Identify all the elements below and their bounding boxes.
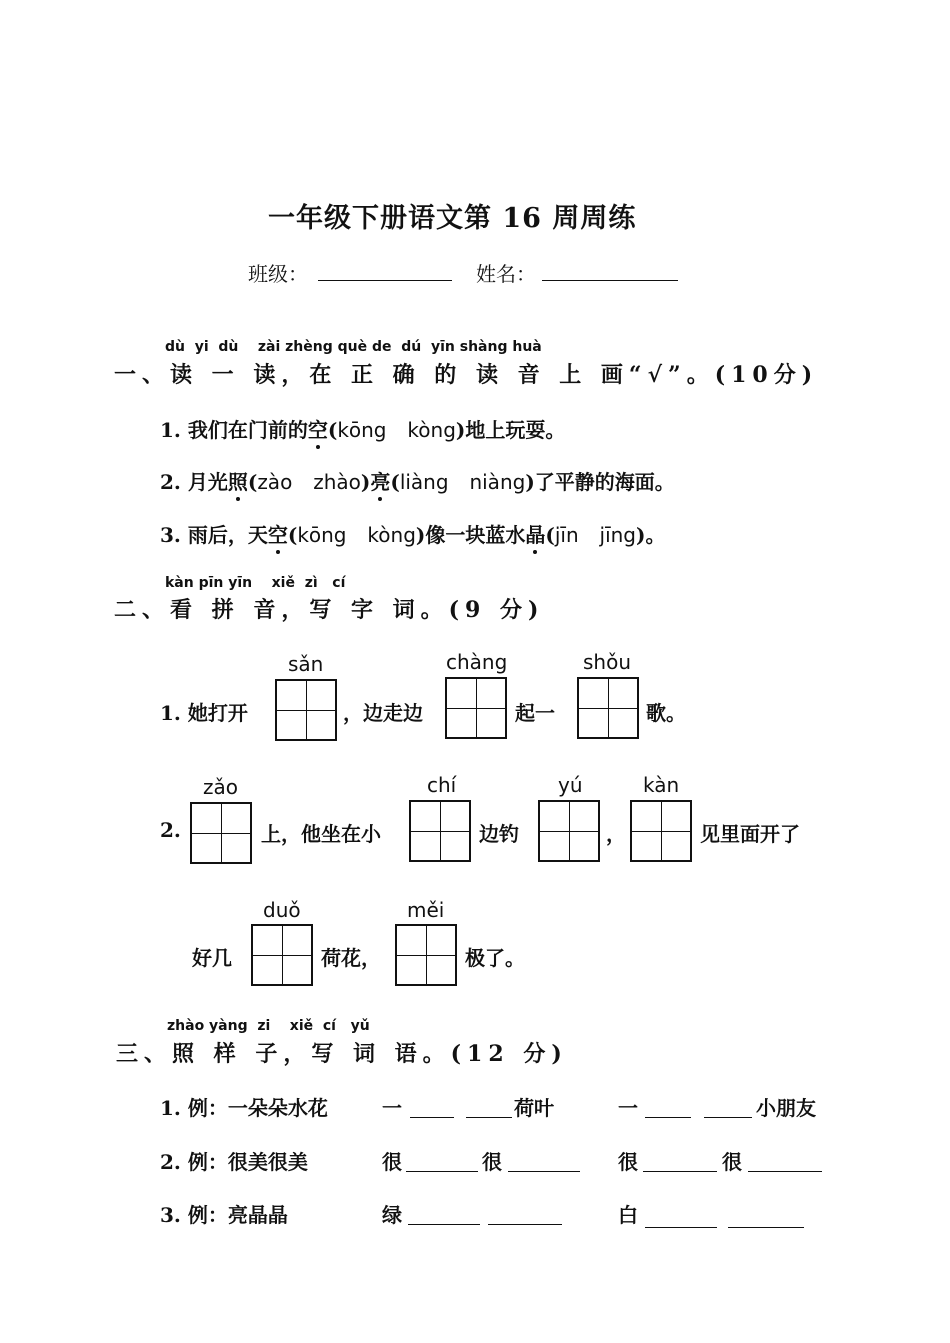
r2-text-1: 上，他坐在小 xyxy=(261,822,381,846)
r1-writing-box-1[interactable] xyxy=(275,679,337,741)
q2-text-pre: 2. 月光 xyxy=(160,470,228,494)
r2-pinyin-2: chí xyxy=(427,773,457,797)
s3-example-2: 2. 例：很美很美 xyxy=(160,1150,308,1174)
q2-option-4[interactable]: niàng xyxy=(469,470,526,494)
q2-target-char-1: 照 xyxy=(228,466,248,495)
q1-target-char: 空 xyxy=(308,414,328,443)
r1-text-2: 起一 xyxy=(515,701,555,725)
s3-q2-blank-3[interactable] xyxy=(643,1171,717,1172)
r3-pinyin-1: duǒ xyxy=(263,898,301,922)
s3-example-1: 1. 例：一朵朵水花 xyxy=(160,1096,328,1120)
r1-pinyin-1: sǎn xyxy=(288,652,324,676)
s3-example-3: 3. 例：亮晶晶 xyxy=(160,1203,288,1227)
q1-option-1[interactable]: kōng xyxy=(337,418,387,442)
s3-q1-blank-3[interactable] xyxy=(645,1117,691,1118)
class-field[interactable] xyxy=(318,280,452,281)
section3-heading: 三、照 样 子，写 词 语。(12 分) xyxy=(116,1041,568,1067)
s3-q2-blank-1[interactable] xyxy=(406,1171,478,1172)
s1-question-3: 3. 雨后，天空(kōng kòng)像一块蓝水晶(jīn jīng)。 xyxy=(160,519,665,548)
q3-target-char-2: 晶 xyxy=(525,519,545,548)
q3-text-pre: 3. 雨后，天 xyxy=(160,523,268,547)
s3-q1-b-post: 小朋友 xyxy=(756,1096,816,1120)
s3-q2-a2: 很 xyxy=(482,1150,502,1174)
q2-option-3[interactable]: liàng xyxy=(399,470,449,494)
section2-heading: 二、看 拼 音，写 字 词。(9 分) xyxy=(114,597,545,623)
q2-text-post: 了平静的海面。 xyxy=(534,470,675,494)
r1-writing-box-3[interactable] xyxy=(577,677,639,739)
r3-text-0: 好几 xyxy=(192,946,232,970)
r2-number: 2. xyxy=(160,818,181,842)
r3-text-1: 荷花， xyxy=(321,946,381,970)
r2-writing-box-3[interactable] xyxy=(538,800,600,862)
name-label: 姓名： xyxy=(476,262,536,286)
class-label: 班级： xyxy=(248,262,308,286)
q2-target-char-2: 亮 xyxy=(370,466,390,495)
q2-option-1[interactable]: zào xyxy=(257,470,293,494)
s3-q3-b: 白 xyxy=(618,1203,638,1227)
r3-text-2: 极了。 xyxy=(465,946,525,970)
r1-pinyin-2: chàng xyxy=(446,650,508,674)
s3-q1-blank-1[interactable] xyxy=(410,1117,454,1118)
r2-text-2: 边钓 xyxy=(479,822,519,846)
r2-text-3: ， xyxy=(606,822,626,846)
s1-question-2: 2. 月光照(zào zhào)亮(liàng niàng)了平静的海面。 xyxy=(160,466,675,495)
section1-heading: 一、读 一 读，在 正 确 的 读 音 上 画“√”。(10分) xyxy=(114,362,819,388)
s3-q3-blank-2[interactable] xyxy=(488,1224,562,1225)
s3-q1-blank-2[interactable] xyxy=(466,1117,512,1118)
q3-option-2[interactable]: kòng xyxy=(367,523,416,547)
section1-pinyin: dù yi dù zài zhèng què de dú yīn shàng huà xyxy=(165,339,542,355)
r1-pinyin-3: shǒu xyxy=(583,650,632,674)
q1-text-post: 地上玩耍。 xyxy=(465,418,566,442)
r3-writing-box-1[interactable] xyxy=(251,924,313,986)
s3-q3-a: 绿 xyxy=(382,1203,402,1227)
page-title: 一年级下册语文第 16 周周练 xyxy=(268,203,637,234)
name-field[interactable] xyxy=(542,280,678,281)
s3-q2-b1: 很 xyxy=(618,1150,638,1174)
s3-q2-a1: 很 xyxy=(382,1150,402,1174)
q3-target-char-1: 空 xyxy=(268,519,288,548)
s3-q3-blank-1[interactable] xyxy=(408,1224,480,1225)
s3-q1-a-pre: 一 xyxy=(382,1096,402,1120)
s3-q1-a-post: 荷叶 xyxy=(514,1096,554,1120)
r3-pinyin-2: měi xyxy=(407,898,445,922)
q3-text-post: 。 xyxy=(645,523,666,547)
r2-pinyin-3: yú xyxy=(558,773,583,797)
section2-pinyin: kàn pīn yīn xiě zì cí xyxy=(165,575,346,591)
s3-q1-b-pre: 一 xyxy=(618,1096,638,1120)
r2-writing-box-2[interactable] xyxy=(409,800,471,862)
s1-question-1: 1. 我们在门前的空(kōng kòng)地上玩耍。 xyxy=(160,414,565,443)
r1-text-1: ，边走边 xyxy=(343,701,423,725)
q3-option-4[interactable]: jīng xyxy=(599,523,636,547)
q1-option-2[interactable]: kòng xyxy=(407,418,456,442)
r2-writing-box-4[interactable] xyxy=(630,800,692,862)
q3-option-3[interactable]: jīn xyxy=(554,523,579,547)
s3-q2-b2: 很 xyxy=(722,1150,742,1174)
s3-q2-blank-2[interactable] xyxy=(508,1171,580,1172)
s3-q3-blank-4[interactable] xyxy=(728,1227,804,1228)
r2-writing-box-1[interactable] xyxy=(190,802,252,864)
r1-writing-box-2[interactable] xyxy=(445,677,507,739)
r2-text-4: 见里面开了 xyxy=(700,822,800,846)
q1-text-pre: 1. 我们在门前的 xyxy=(160,418,308,442)
r1-text-3: 歌。 xyxy=(646,701,686,725)
r1-number: 1. 她打开 xyxy=(160,701,248,725)
s3-q3-blank-3[interactable] xyxy=(645,1227,717,1228)
r3-writing-box-2[interactable] xyxy=(395,924,457,986)
section3-pinyin: zhào yàng zi xiě cí yǔ xyxy=(167,1018,370,1034)
q3-option-1[interactable]: kōng xyxy=(297,523,347,547)
q2-option-2[interactable]: zhào xyxy=(313,470,361,494)
s3-q2-blank-4[interactable] xyxy=(748,1171,822,1172)
q3-text-mid: 像一块蓝水 xyxy=(425,523,526,547)
r2-pinyin-1: zǎo xyxy=(203,775,238,799)
s3-q1-blank-4[interactable] xyxy=(704,1117,752,1118)
r2-pinyin-4: kàn xyxy=(643,773,680,797)
